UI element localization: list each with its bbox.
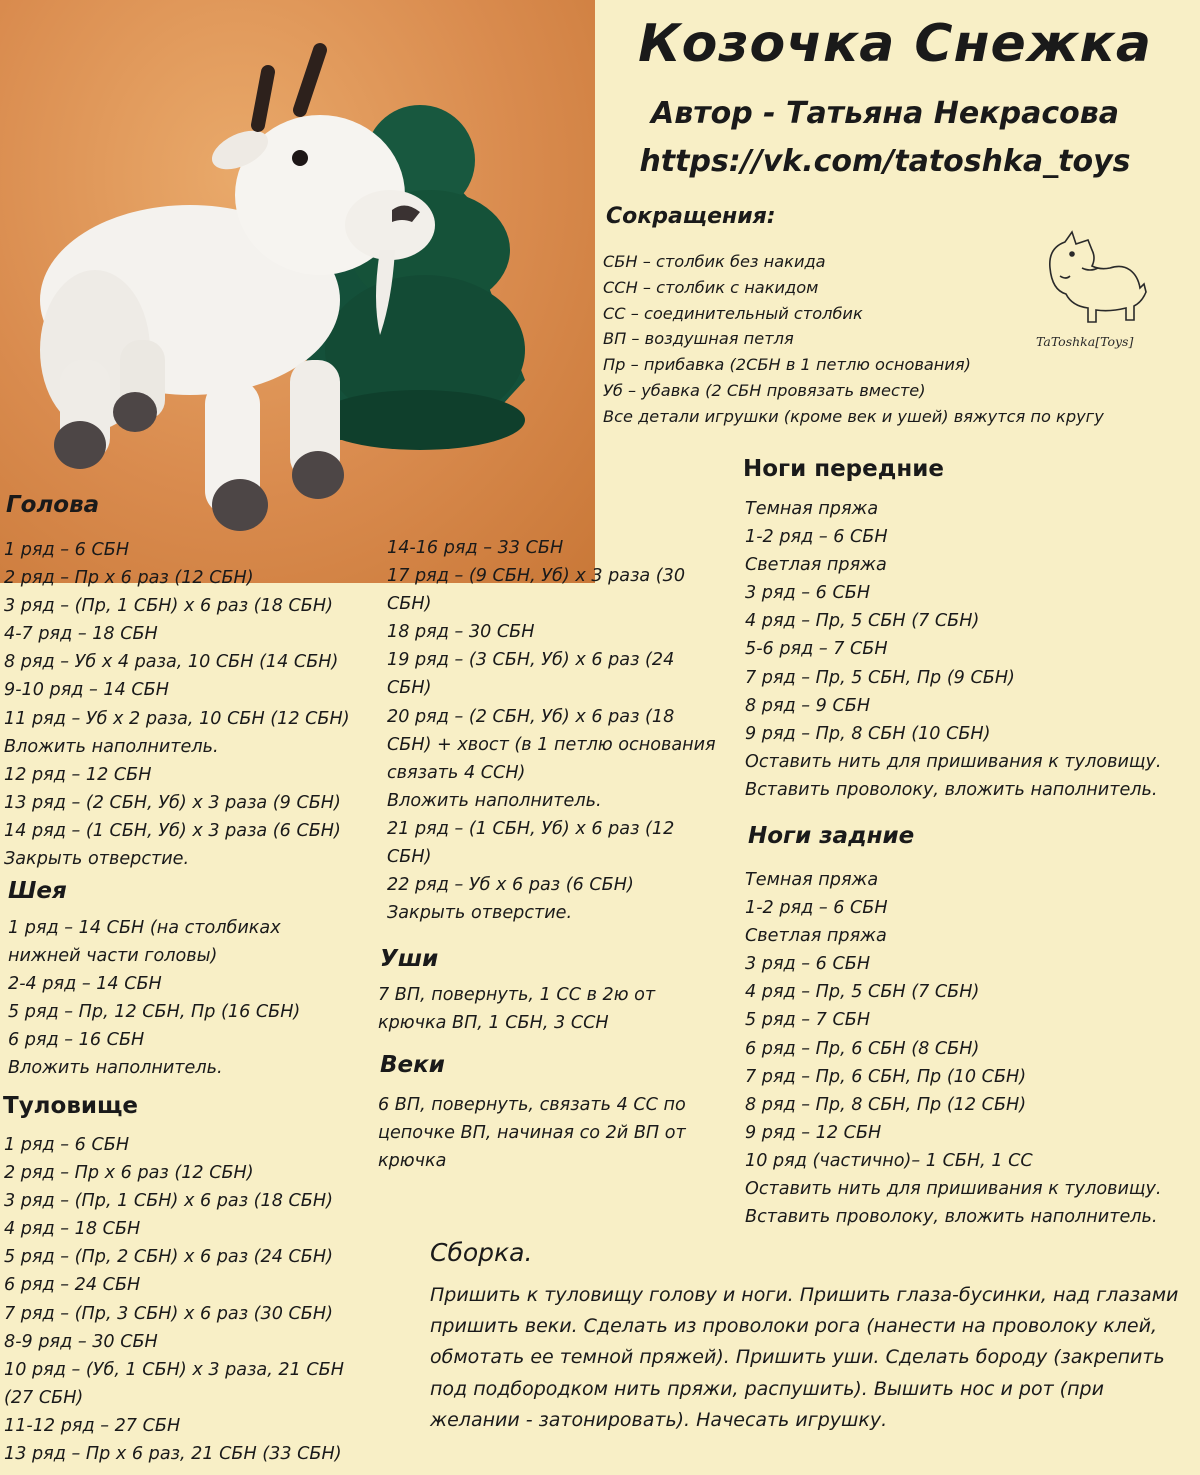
instruction-line: Вложить наполнитель. <box>8 1058 223 1079</box>
neck-section-title: Шея <box>8 878 67 904</box>
logo-text: TaToshka[Toys] <box>1036 334 1134 349</box>
body-instructions-continued <box>387 534 716 927</box>
instruction-line: Темная пряжа <box>745 870 879 890</box>
abbreviation-item: СБН – столбик без накида <box>603 252 826 271</box>
head-instructions <box>4 536 350 873</box>
instruction-line: 10 ряд (частично)– 1 СБН, 1 СС <box>745 1150 1033 1171</box>
instruction-line: 13 ряд – Пр х 6 раз, 21 СБН (33 СБН) <box>4 1444 342 1465</box>
instruction-line: 22 ряд – Уб х 6 раз (6 СБН) <box>387 875 634 896</box>
back-legs-section-title: Ноги задние <box>748 823 915 849</box>
front-legs-section-title: Ноги передние <box>743 456 944 482</box>
instruction-line: цепочке ВП, начиная со 2й ВП от <box>378 1123 686 1144</box>
instruction-line: 2 ряд – Пр х 6 раз (12 СБН) <box>4 1163 254 1184</box>
instruction-line: 5 ряд – 7 СБН <box>745 1010 871 1031</box>
instruction-line: 17 ряд – (9 СБН, Уб) х 3 раза (30 <box>387 566 686 587</box>
instruction-line: 5 ряд – Пр, 12 СБН, Пр (16 СБН) <box>8 1002 301 1023</box>
instruction-line: Оставить нить для пришивания к туловищу. <box>745 1179 1162 1200</box>
abbreviation-item: Уб – убавка (2 СБН провязать вместе) <box>603 380 926 400</box>
instruction-line: Вложить наполнитель. <box>4 736 219 757</box>
instruction-line: 6 ВП, повернуть, связать 4 СС по <box>378 1095 686 1115</box>
instruction-line: 3 ряд – (Пр, 1 СБН) х 6 раз (18 СБН) <box>4 1191 333 1212</box>
instruction-line: 2 ряд – Пр х 6 раз (12 СБН) <box>4 568 254 589</box>
instruction-line: 19 ряд – (3 СБН, Уб) х 6 раз (24 <box>387 650 675 671</box>
abbreviations-title: Сокращения: <box>606 204 776 229</box>
instruction-line: Светлая пряжа <box>745 555 887 576</box>
instruction-line: 9 ряд – Пр, 8 СБН (10 СБН) <box>745 723 991 744</box>
instruction-line: 18 ряд – 30 СБН <box>387 622 535 643</box>
instruction-line: 11 ряд – Уб х 2 раза, 10 СБН (12 СБН) <box>4 708 350 729</box>
instruction-line: СБН) + хвост (в 1 петлю основания <box>387 734 716 755</box>
instruction-line: 7 ряд – Пр, 5 СБН, Пр (9 СБН) <box>745 667 1015 688</box>
instruction-line: 1 ряд – 6 СБН <box>4 1135 130 1155</box>
instruction-line: 1 ряд – 6 СБН <box>4 540 130 560</box>
instruction-line: 4 ряд – Пр, 5 СБН (7 СБН) <box>745 982 980 1003</box>
instruction-line: 7 ряд – (Пр, 3 СБН) х 6 раз (30 СБН) <box>4 1303 333 1324</box>
instruction-line: Темная пряжа <box>745 499 879 519</box>
scottie-dog-icon <box>1030 228 1155 358</box>
tatoshka-logo <box>1030 228 1155 358</box>
instruction-line: 8 ряд – Уб х 4 раза, 10 СБН (14 СБН) <box>4 652 339 673</box>
body-instructions <box>4 1131 344 1468</box>
instruction-line: (27 СБН) <box>4 1387 84 1408</box>
abbreviation-item: ВП – воздушная петля <box>603 329 794 349</box>
instruction-line: 4 ряд – Пр, 5 СБН (7 СБН) <box>745 611 980 632</box>
instruction-line: 5-6 ряд – 7 СБН <box>745 639 888 660</box>
instruction-line: нижней части головы) <box>8 946 218 967</box>
instruction-line: связать 4 ССН) <box>387 762 526 783</box>
instruction-line: 3 ряд – (Пр, 1 СБН) х 6 раз (18 СБН) <box>4 596 333 617</box>
instruction-line: 1 ряд – 14 СБН (на столбиках <box>8 918 281 938</box>
vk-link[interactable]: https://vk.com/tatoshka_toys <box>639 144 1131 179</box>
instruction-line: 8 ряд – 9 СБН <box>745 695 871 716</box>
instruction-line: 10 ряд – (Уб, 1 СБН) х 3 раза, 21 СБН <box>4 1359 344 1380</box>
instruction-line: 2-4 ряд – 14 СБН <box>8 974 162 995</box>
instruction-line: Закрыть отверстие. <box>387 903 573 924</box>
instruction-line: 8-9 ряд – 30 СБН <box>4 1331 158 1352</box>
instruction-line: 3 ряд – 6 СБН <box>745 954 871 975</box>
instruction-line: 8 ряд – Пр, 8 СБН, Пр (12 СБН) <box>745 1094 1027 1115</box>
instruction-line: 13 ряд – (2 СБН, Уб) х 3 раза (9 СБН) <box>4 792 341 813</box>
instruction-line: 9-10 ряд – 14 СБН <box>4 680 169 701</box>
ears-instructions <box>378 981 655 1037</box>
instruction-line: 7 ВП, повернуть, 1 СС в 2ю от <box>378 985 656 1005</box>
instruction-line: Закрыть отверстие. <box>4 849 190 870</box>
author-line: Автор - Татьяна Некрасова <box>651 96 1119 131</box>
assembly-section-title: Сборка. <box>430 1238 533 1267</box>
page-title: Козочка Снежка <box>638 14 1152 74</box>
abbreviation-item: СС – соединительный столбик <box>603 303 863 323</box>
instruction-line: 6 ряд – 16 СБН <box>8 1030 145 1051</box>
instruction-line: 6 ряд – 24 СБН <box>4 1275 141 1296</box>
instruction-line: 5 ряд – (Пр, 2 СБН) х 6 раз (24 СБН) <box>4 1247 333 1268</box>
back-legs-instructions <box>745 866 1161 1231</box>
instruction-line: крючка ВП, 1 СБН, 3 ССН <box>378 1013 609 1034</box>
neck-instructions <box>8 914 300 1083</box>
instruction-line: 7 ряд – Пр, 6 СБН, Пр (10 СБН) <box>745 1066 1027 1087</box>
instruction-line: СБН) <box>387 847 432 868</box>
ears-section-title: Уши <box>380 946 439 972</box>
abbreviation-item: ССН – столбик с накидом <box>603 277 819 297</box>
instruction-line: 4-7 ряд – 18 СБН <box>4 624 158 645</box>
instruction-line: Вложить наполнитель. <box>387 790 602 811</box>
instruction-line: 3 ряд – 6 СБН <box>745 583 871 604</box>
instruction-line: 20 ряд – (2 СБН, Уб) х 6 раз (18 <box>387 706 675 727</box>
instruction-line: Оставить нить для пришивания к туловищу. <box>745 751 1162 772</box>
instruction-line: СБН) <box>387 678 432 699</box>
abbreviation-item: Пр – прибавка (2СБН в 1 петлю основания) <box>603 355 971 375</box>
instruction-line: 14-16 ряд – 33 СБН <box>387 538 564 558</box>
instruction-line: 9 ряд – 12 СБН <box>745 1122 882 1143</box>
instruction-line: Вставить проволоку, вложить наполнитель. <box>745 1207 1158 1228</box>
assembly-instructions: Пришить к туловищу голову и ноги. Пришить глаза-бусинки, над глазами пришить веки. Сделать из проволоки рога (нанести на проволоку клей, обмотать ее темной пряжей). Пришить уши. Сделать бороду (закрепить под подбородком нить пряжи, распушить). Вышить нос и рот (при желании - затонировать). Начесать игрушку. <box>430 1284 1179 1431</box>
instruction-line: 21 ряд – (1 СБН, Уб) х 6 раз (12 <box>387 818 675 839</box>
instruction-line: 14 ряд – (1 СБН, Уб) х 3 раза (6 СБН) <box>4 820 341 841</box>
instruction-line: СБН) <box>387 594 432 615</box>
body-section-title: Туловище <box>3 1093 139 1119</box>
instruction-line: 12 ряд – 12 СБН <box>4 764 152 785</box>
instruction-line: 1-2 ряд – 6 СБН <box>745 527 888 548</box>
eyelids-section-title: Веки <box>380 1052 445 1078</box>
instruction-line: Светлая пряжа <box>745 926 887 947</box>
head-section-title: Голова <box>6 492 100 518</box>
instruction-line: 6 ряд – Пр, 6 СБН (8 СБН) <box>745 1038 980 1059</box>
abbreviation-item: Все детали игрушки (кроме век и ушей) вяжутся по кругу <box>603 406 1104 426</box>
instruction-line: 1-2 ряд – 6 СБН <box>745 898 888 919</box>
instruction-line: 4 ряд – 18 СБН <box>4 1219 141 1240</box>
eyelids-instructions <box>378 1091 686 1175</box>
instruction-line: Вставить проволоку, вложить наполнитель. <box>745 779 1158 800</box>
front-legs-instructions <box>745 495 1161 804</box>
abbreviations-list <box>603 249 1104 430</box>
instruction-line: 11-12 ряд – 27 СБН <box>4 1415 181 1436</box>
instruction-line: крючка <box>378 1151 447 1172</box>
